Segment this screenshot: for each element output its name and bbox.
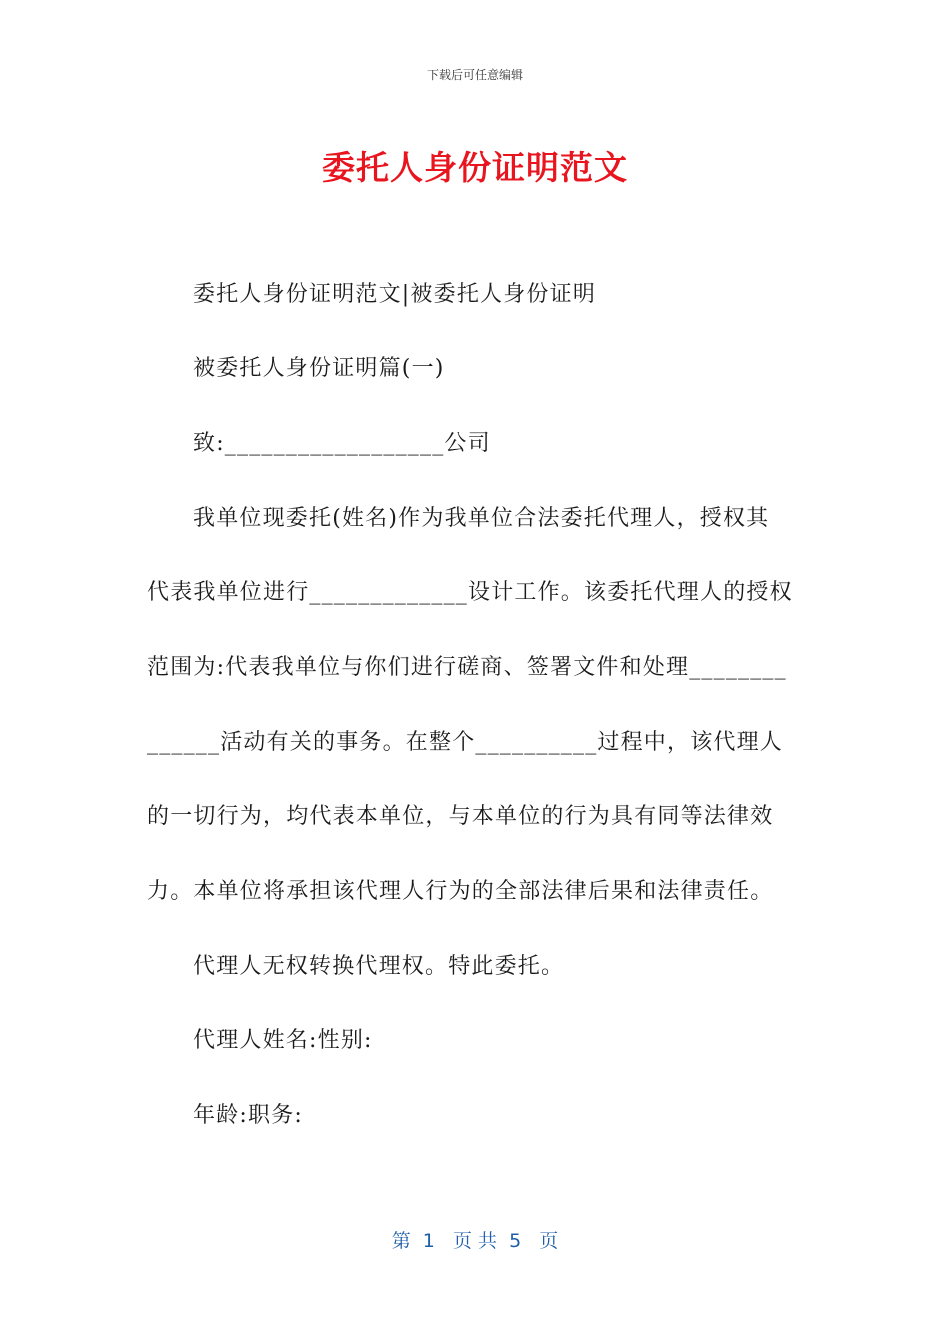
paragraph-subheading: 被委托人身份证明篇(一) (193, 356, 445, 381)
body-line-2: 代表我单位进行_____________设计工作。该委托代理人的授权 (147, 580, 793, 605)
paragraph-heading: 委托人身份证明范文|被委托人身份证明 (193, 282, 597, 307)
body-line-6: 力。本单位将承担该代理人行为的全部法律后果和法律责任。 (147, 879, 774, 904)
body-line-5: 的一切行为，均代表本单位，与本单位的行为具有同等法律效 (147, 804, 774, 829)
document-title: 委托人身份证明范文 (322, 148, 628, 187)
header-note: 下载后可任意编辑 (426, 68, 523, 82)
addressee-line: 致:__________________公司 (193, 431, 491, 456)
agent-age-position-line: 年龄:职务: (193, 1103, 304, 1128)
page-number: 第 1 页 共 5 页 (391, 1230, 559, 1252)
body-line-4: ______活动有关的事务。在整个__________过程中，该代理人 (147, 730, 784, 755)
body-line-3: 范围为:代表我单位与你们进行磋商、签署文件和处理________ (147, 655, 787, 680)
body-line-7: 代理人无权转换代理权。特此委托。 (193, 954, 565, 979)
body-line-1: 我单位现委托(姓名)作为我单位合法委托代理人，授权其 (193, 506, 770, 531)
agent-name-gender-line: 代理人姓名:性别: (193, 1028, 373, 1053)
